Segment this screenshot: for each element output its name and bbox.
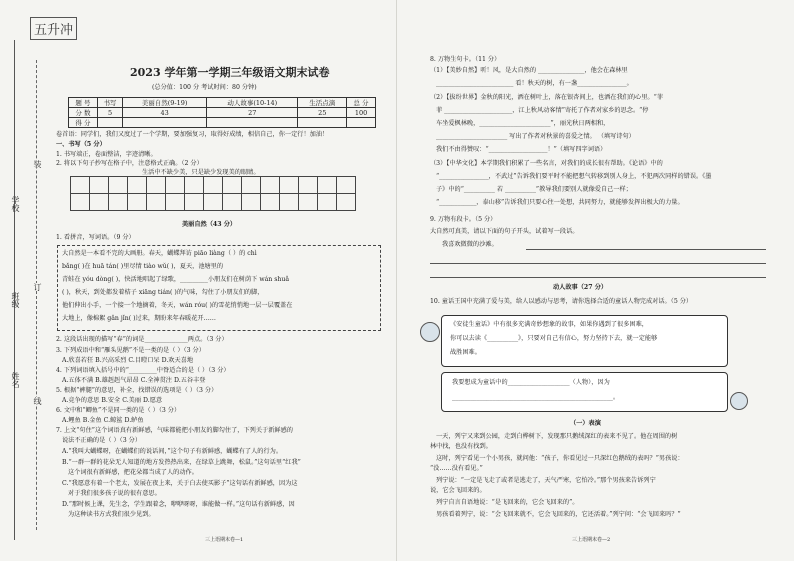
- table-cell: 43: [123, 108, 207, 118]
- story-paragraph-cont: 林中找，也没有找到。: [430, 443, 492, 450]
- grid-cell[interactable]: [298, 176, 318, 194]
- bubble1-line: 战胜困难。: [450, 349, 481, 356]
- story-paragraph: 男孩看着列宁，说：“会飞回来就不，它会飞回来的，它还活着。”列宁问：“会飞回来吗？”: [436, 511, 681, 518]
- grid-cell[interactable]: [241, 176, 261, 194]
- story-paragraph: 一天，列宁又来到公园，走到白桦树下，发现那只鹅绒深红的表来不见了。他在周围的树: [436, 433, 678, 440]
- page-footer-left: 三上语期末卷—1: [205, 537, 244, 543]
- writing-grid[interactable]: [70, 176, 355, 210]
- q5-text: 5. 根据“裤腿”的意思，补全，找错误的选项是（ ）（3 分）: [56, 387, 218, 394]
- boy-avatar-icon: [730, 392, 748, 410]
- story-heading: （一）表演: [570, 420, 601, 427]
- grid-cell[interactable]: [70, 193, 90, 211]
- table-cell: 100: [347, 108, 376, 118]
- grid-cell[interactable]: [108, 193, 128, 211]
- copy-sentence: 生活中不缺少美，只是缺少发现美的眼睛。: [142, 169, 260, 176]
- grid-cell[interactable]: [222, 193, 242, 211]
- section-title-nature: 美丽自然（43 分）: [182, 221, 237, 228]
- score-table-header-row: [69, 98, 376, 108]
- margin-class-label: 班级: [11, 292, 20, 308]
- q8-part1: （1）【美妙自然】听！风，是大自然的 _______________，他会在森林里: [430, 67, 628, 74]
- writing-q1: 1. 书写端正，卷面整洁，字迹清晰。: [56, 151, 157, 158]
- score-table: [68, 97, 376, 128]
- q7-option-b-cont: 这个词很有新鲜感，把花朵都当成了人的动作。: [68, 469, 198, 476]
- passage-line: bǎng( )在 huā tán( )里尽情 tiào wǔ( )，夏天，池塘里的: [62, 263, 224, 270]
- bubble1-line: 你可以去读《__________》，只要对自己有信心，努力坚持下去，就一定能够: [450, 335, 658, 342]
- q8-part3: （3）【中华文化】本学期我们积累了一些名言，对我们的成长很有帮助。《论语》中的: [430, 160, 663, 167]
- bubble2-line: 我要想成为童话中的____________________（人物），因为: [452, 379, 610, 386]
- q8-part3-cont: 子》中的“__________ 若 __________”教导我们要别人就像爱自己一样；: [436, 186, 632, 193]
- margin-name-label: 姓名: [11, 372, 20, 388]
- page-fold: [396, 0, 397, 561]
- q3-text: 3. 下列成语中和“雁头见鹅”不是一类的是（ ）（3 分）: [56, 347, 205, 354]
- q4-options: A.五体不满 B.雄赳赳气昂昂 C.全神贯注 D.五谷丰登: [62, 377, 206, 384]
- q2-text: 2. 这段话出现的描写“春”的词是______________两点。（3 分）: [56, 336, 228, 343]
- grid-cell[interactable]: [203, 193, 223, 211]
- q8-part1-cont: _________________________ 看！秋天的树，有一盏________________。: [436, 80, 633, 87]
- page-footer-right: 三上语期末卷—2: [572, 537, 611, 543]
- q7-option-a: A.“我叫大蝴蝶呀，在蝴蝶们的说话间，”这个句子有新鲜感，蝴蝶有了人的行为。: [62, 448, 283, 455]
- passage-line: 大地上，像棉絮 gǎn jǐn( )过来，期盼来年春暖花开……: [62, 315, 216, 322]
- q7-option-b: B.“一群一群的花朵无人知道的地方发热热出来，在绿草上跳舞，松鼠。”这句话里“红我”: [62, 459, 301, 466]
- answer-line[interactable]: [526, 249, 766, 250]
- writing-section-title: 一、书写（5 分）: [56, 141, 106, 148]
- passage-line: 他们伸出小手，一个接一个地摘着，冬天，wán róu( )的雪花悄悄地一层一层覆盖在: [62, 302, 293, 309]
- passage-line: 大自然是一本看不完的大画册。春天，蝴蝶拜访 piāo liàng（ ）的 chì: [62, 250, 257, 257]
- q7-option-c: C.“我愿意有着一个老太，发展在夜上来，关于白去使买影子”这句话有新鲜感，因为这: [62, 480, 298, 487]
- grid-cell[interactable]: [165, 193, 185, 211]
- passage-line: 青蛙在 yóu dòng( )，快活地唱起了绿歌，_________小朋友们在树荫下 wán shuǎ: [62, 276, 290, 283]
- q7-option-c-cont: 对于我们很多孩子说的很有意思。: [68, 490, 161, 497]
- table-cell: 题 号: [69, 98, 98, 108]
- binding-line-inner: [36, 60, 37, 530]
- margin-bind-char3: 线: [33, 397, 42, 405]
- binding-line-outer: [14, 40, 15, 540]
- table-cell[interactable]: [207, 118, 298, 128]
- q9-prompt: 大自然可真美，请以下面的句子开头，试着写一段话。: [430, 228, 579, 235]
- grid-cell[interactable]: [184, 193, 204, 211]
- grid-cell[interactable]: [279, 193, 299, 211]
- q4-text: 4. 下列词语填入括号中的“_________中脊适合的是（ ）（3 分）: [56, 367, 230, 374]
- table-cell: 27: [207, 108, 298, 118]
- table-cell[interactable]: [123, 118, 207, 128]
- grid-cell[interactable]: [127, 193, 147, 211]
- q7-text-cont: 说法不正确的是（ ）（3 分）: [62, 437, 142, 444]
- q8-part3-cont: “____________，泰山移”告诉我们只要心往一处想，共同努力，就能够发挥出极大的力量。: [436, 199, 684, 206]
- q6-text: 6. 文中和“鲫鱼”不是同一类的是（ ）（3 分）: [56, 407, 181, 414]
- grid-cell[interactable]: [127, 176, 147, 194]
- grid-cell[interactable]: [279, 176, 299, 194]
- grid-cell[interactable]: [89, 193, 109, 211]
- story-paragraph: 列宁自言自语地说：“是飞回来的，它会飞回来的”。: [436, 499, 579, 506]
- speech-bubble-2: [441, 372, 728, 412]
- q3-options: A.欣喜若狂 B.兴高采烈 C.目瞪口呆 D.欢天喜地: [62, 357, 194, 364]
- table-cell[interactable]: [347, 118, 376, 128]
- grid-cell[interactable]: [146, 176, 166, 194]
- exam-title: 2023 学年第一学期三年级语文期末试卷: [130, 66, 330, 79]
- handwritten-stamp: 五升冲: [30, 17, 77, 40]
- table-cell: 25: [298, 108, 347, 118]
- margin-school-label: 学校: [11, 196, 20, 212]
- grid-cell[interactable]: [336, 176, 356, 194]
- grid-cell[interactable]: [222, 176, 242, 194]
- q7-option-d: D.“那时候上课，先生念，学生跟着念，咿咿呀呀，谁能做一样。”这句话有新鲜感，因: [62, 501, 295, 508]
- q9-title: 9. 万物有段卡。（5 分）: [430, 216, 497, 223]
- q8-part2-cont: 车坐爱枫林晚，_______________________”，丽光秋日两相和，: [436, 120, 610, 127]
- passage-line: ( )，秋天，到处都发着桔子 xiāng tián( )的气味，勾住了小朋友们的脚，: [62, 289, 264, 296]
- table-cell: 得 分: [69, 118, 98, 128]
- q10-title: 10. 童话王国中充满了爱与美，给人以感动与思考，请你选择合适的童话人物完成对话。（5 分）: [430, 298, 693, 305]
- table-cell: 美丽自然(9-19): [123, 98, 207, 108]
- grid-cell[interactable]: [89, 176, 109, 194]
- q7-option-d-cont: 为这种读书方式我们很少见到。: [68, 511, 155, 518]
- table-cell: 书写: [97, 98, 122, 108]
- grid-cell[interactable]: [108, 176, 128, 194]
- grid-cell[interactable]: [336, 193, 356, 211]
- table-cell: 5: [97, 108, 122, 118]
- q7-text: 7. 上文“句住”这个词语真有新鲜感，气味都能把小朋友的脚勾住了，下列关于新鲜感的: [56, 427, 293, 434]
- table-cell: 总 分: [347, 98, 376, 108]
- section-title-stories: 动人故事（27 分）: [553, 284, 608, 291]
- grid-cell[interactable]: [298, 193, 318, 211]
- score-table-points-row: [69, 108, 376, 118]
- grid-cell[interactable]: [70, 176, 90, 194]
- table-cell[interactable]: [97, 118, 122, 128]
- intro-text: 卷首语：同学们，我们又度过了一个学期，要加强复习，取得好成绩，相信自己，你一定行！加油！: [56, 131, 329, 138]
- q8-title: 8. 万物生句卡。（11 分）: [430, 56, 501, 63]
- q8-part2-cont: 我们不由得赞叹：“___________________！”（填写四字词语）: [436, 146, 607, 153]
- answer-line[interactable]: [430, 277, 766, 278]
- table-cell[interactable]: [298, 118, 347, 128]
- story-paragraph-cont: 说，它会飞回来的。: [430, 487, 486, 494]
- q8-part2-cont: _______________________ 写出了作者对秋景的喜爱之情。 （填写诗句）: [436, 133, 635, 140]
- table-cell: 分 数: [69, 108, 98, 118]
- grid-cell[interactable]: [184, 176, 204, 194]
- q6-options: A.鲤鱼 B.金鱼 C.鲸鲨 D.鲈鱼: [62, 417, 144, 424]
- score-table-earned-row: [69, 118, 376, 128]
- writing-q2: 2. 将以下句子抄写在格子中，注意格式正确。（2 分）: [56, 160, 203, 167]
- bubble2-line: ____________________________________________________。: [452, 394, 620, 401]
- margin-bind-char2: 订: [33, 283, 42, 291]
- q5-options: A.竞争的意思 B.安全 C.美丽 D.愿意: [62, 397, 163, 404]
- q1-title: 1. 看拼音，写词语。（9 分）: [56, 234, 135, 241]
- grid-cell[interactable]: [317, 176, 337, 194]
- answer-line[interactable]: [430, 263, 766, 264]
- story-paragraph: 列宁说：“一定是飞走了或者是逃走了，天气严寒，它怕冷。”那个男孩来告诉列宁: [436, 477, 656, 484]
- story-paragraph-cont: “没……没有看见。”: [430, 465, 483, 472]
- q8-part2-cont: 菲 ______________________，江上秋风动客情”寄托了作者对家乡的思念。“停: [436, 107, 649, 114]
- grid-cell[interactable]: [241, 193, 261, 211]
- q8-part3-cont: “________________，不武过”告诉我们要平时不能把想气转移到别人身上，不犯两次同样的错误。《墨: [436, 173, 712, 180]
- grid-cell[interactable]: [146, 193, 166, 211]
- margin-bind-char: 装: [33, 160, 42, 168]
- q8-part2: （2）【拔纷世界】金秋的阳光，洒在树叶上，落在银杏间上，也洒在我们的心里。“菲: [430, 94, 663, 101]
- grid-cell[interactable]: [203, 176, 223, 194]
- story-paragraph: 这时，列宁看见一个小男孩，就问他：“孩子，你看见过一只深红色鹅绒的表吗？”男孩说：: [436, 455, 684, 462]
- girl-avatar-icon: [420, 322, 440, 342]
- table-cell: 动人故事(10-14): [207, 98, 298, 108]
- table-cell: 生活点滴: [298, 98, 347, 108]
- grid-cell[interactable]: [260, 176, 280, 194]
- grid-cell[interactable]: [260, 193, 280, 211]
- q9-starter: 我喜欢微微的沙滩。: [442, 241, 498, 248]
- grid-cell[interactable]: [317, 193, 337, 211]
- grid-cell[interactable]: [165, 176, 185, 194]
- exam-subtitle: (总分值：100 分 考试时间：80 分钟): [152, 84, 257, 91]
- bubble1-line: 《安徒生童话》中有很多充满奇妙想象的故事，如果你遇到了很多困难，: [450, 321, 648, 328]
